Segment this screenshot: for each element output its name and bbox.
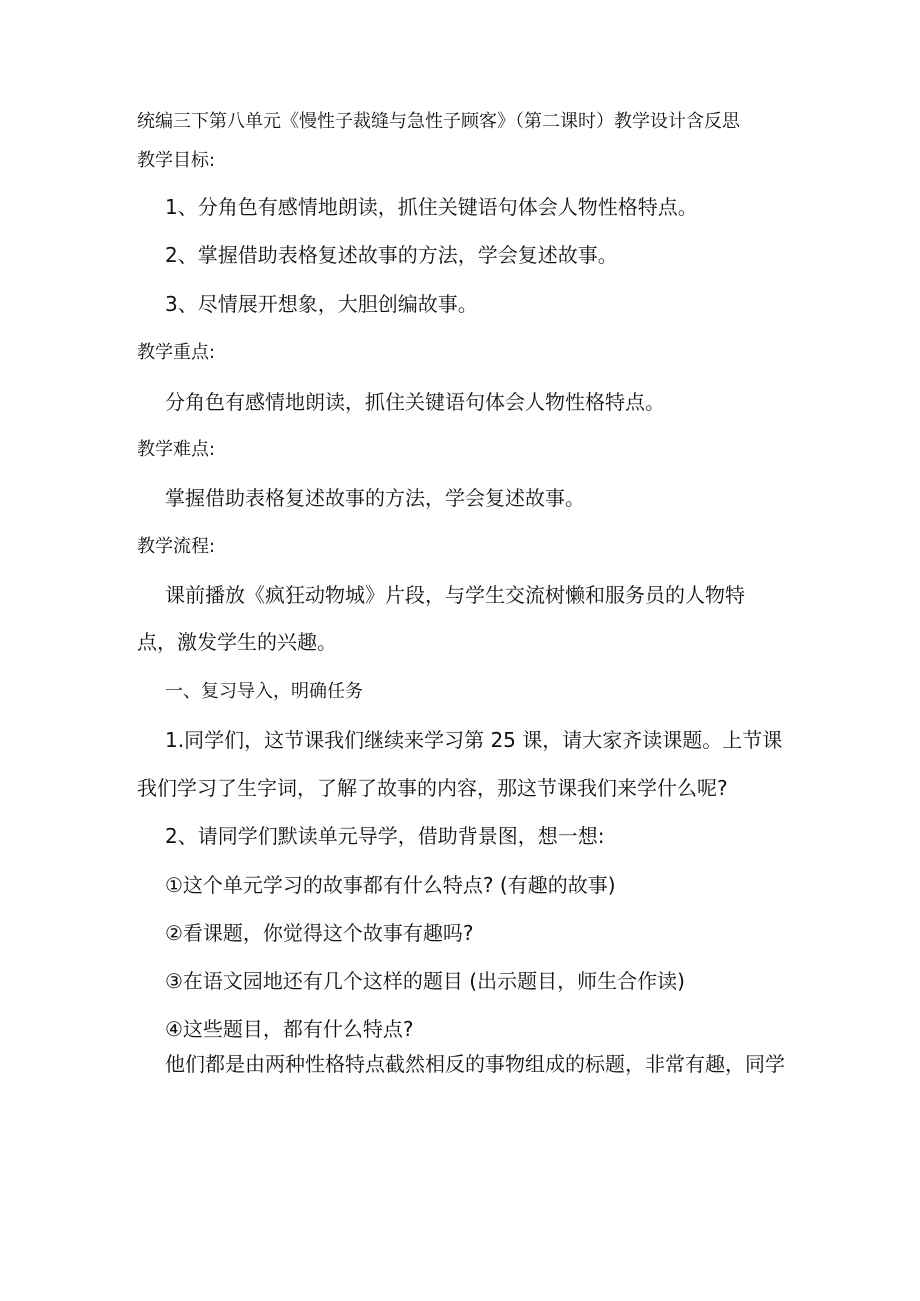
objective-2: 2、掌握借助表格复述故事的方法，学会复述故事。 <box>165 243 618 267</box>
objective-1: 1、分角色有感情地朗读，抓住关键语句体会人物性格特点。 <box>165 195 698 219</box>
question-2: ②看课题，你觉得这个故事有趣吗? <box>165 921 474 945</box>
answer-line: 他们都是由两种性格特点截然相反的事物组成的标题，非常有趣，同学 <box>165 1052 785 1076</box>
objectives-heading: 教学目标: <box>137 150 216 171</box>
key-points-text: 分角色有感情地朗读，抓住关键语句体会人物性格特点。 <box>165 390 665 414</box>
step-1-line-2: 我们学习了生字词，了解了故事的内容，那这节课我们来学什么呢? <box>137 776 728 800</box>
intro-paragraph-line-1: 课前播放《疯狂动物城》片段，与学生交流树懒和服务员的人物特 <box>165 583 745 607</box>
difficulties-text: 掌握借助表格复述故事的方法，学会复述故事。 <box>165 486 585 510</box>
process-heading: 教学流程: <box>137 536 216 557</box>
question-1: ①这个单元学习的故事都有什么特点? (有趣的故事) <box>165 873 616 897</box>
objective-3: 3、尽情展开想象，大胆创编故事。 <box>165 292 478 316</box>
step-1-line-1: 1.同学们，这节课我们继续来学习第 25 课，请大家齐读课题。上节课 <box>165 728 783 752</box>
step-2: 2、请同学们默读单元导学，借助背景图，想一想: <box>165 824 605 848</box>
document-title: 统编三下第八单元《慢性子裁缝与急性子顾客》（第二课时）教学设计含反思 <box>137 111 740 132</box>
question-4: ④这些题目，都有什么特点? <box>165 1017 414 1041</box>
key-points-heading: 教学重点: <box>137 342 216 363</box>
section-1-heading: 一、复习导入，明确任务 <box>165 681 363 702</box>
difficulties-heading: 教学难点: <box>137 439 216 460</box>
question-3: ③在语文园地还有几个这样的题目 (出示题目，师生合作读) <box>165 969 685 993</box>
intro-paragraph-line-2: 点，激发学生的兴趣。 <box>137 630 337 654</box>
